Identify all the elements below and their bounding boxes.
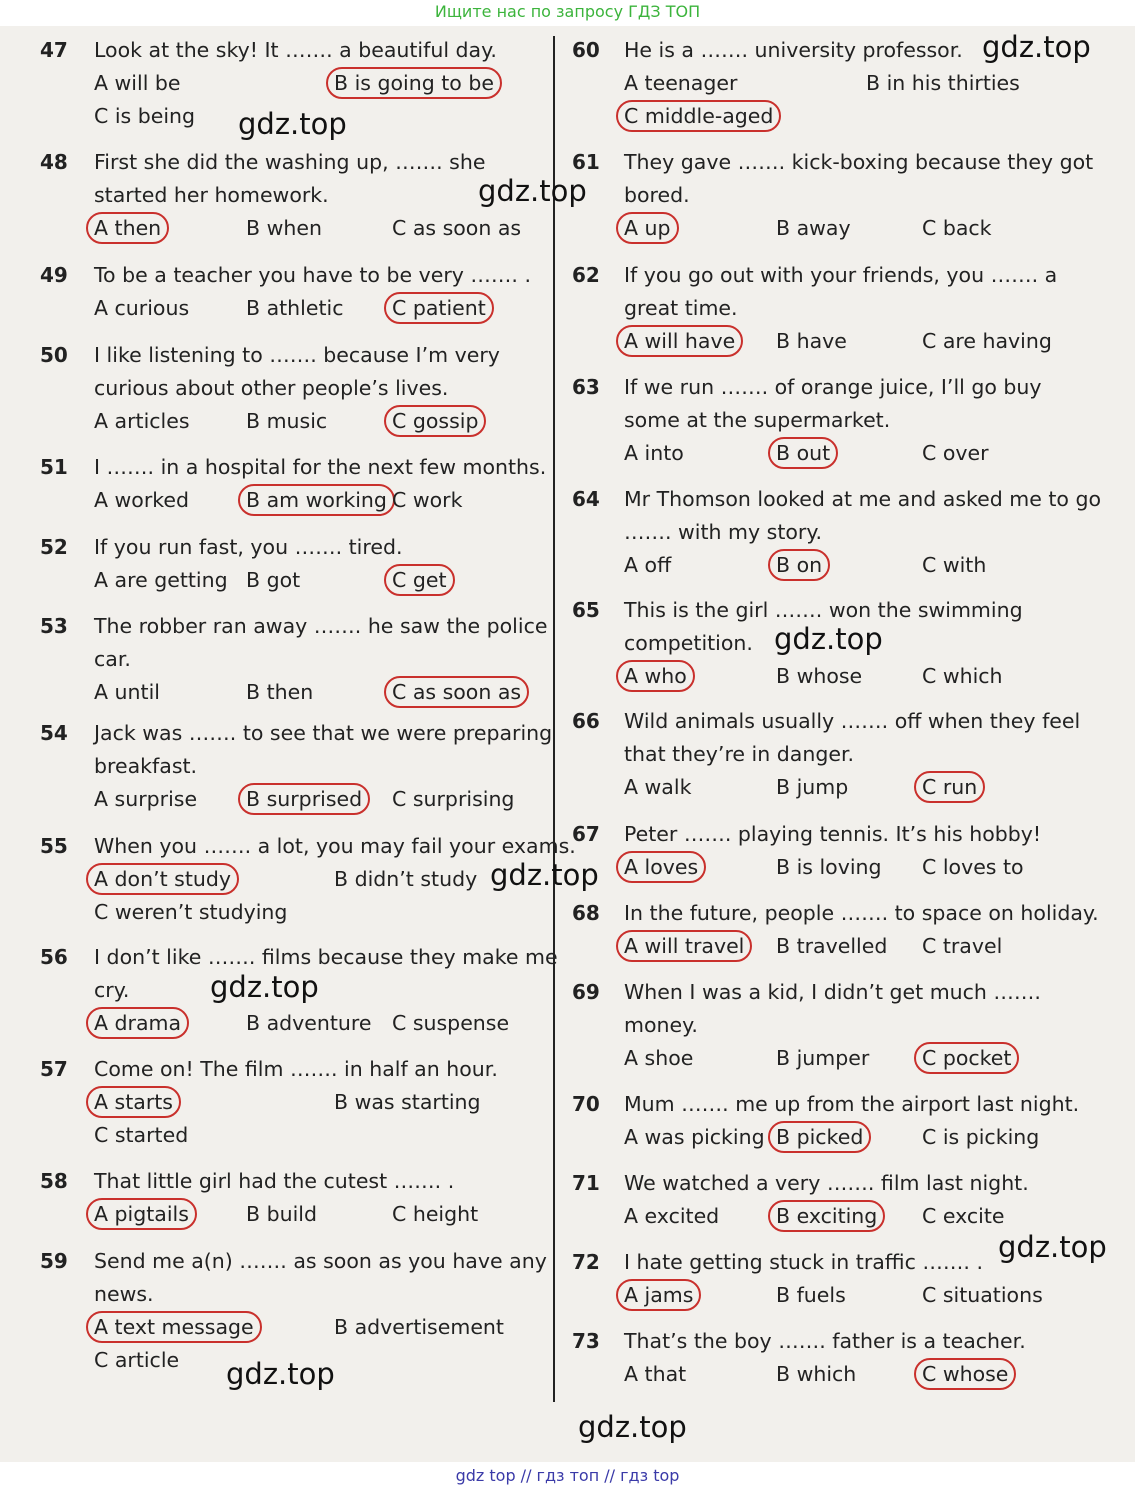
question-text-line: that they’re in danger. xyxy=(624,742,855,766)
answer-option-selected[interactable]: C whose xyxy=(922,1362,1009,1386)
question-number: 48 xyxy=(40,150,68,174)
answer-option-selected[interactable]: B am working xyxy=(246,488,387,512)
answer-option[interactable]: A articles xyxy=(94,409,190,433)
answer-option[interactable]: B is loving xyxy=(776,855,882,879)
question-text-line: This is the girl ……. won the swimming xyxy=(624,598,1023,622)
answer-option[interactable]: A off xyxy=(624,553,672,577)
answer-option[interactable]: C is picking xyxy=(922,1125,1040,1149)
question-text-line: He is a ……. university professor. xyxy=(624,38,963,62)
question-number: 57 xyxy=(40,1057,68,1081)
question-text-line: Look at the sky! It ……. a beautiful day. xyxy=(94,38,497,62)
watermark-text: gdz.top xyxy=(210,970,319,1004)
question-number: 73 xyxy=(572,1329,600,1353)
question-text-line: That’s the boy ……. father is a teacher. xyxy=(624,1329,1026,1353)
question-number: 56 xyxy=(40,945,68,969)
answer-option[interactable]: B athletic xyxy=(246,296,344,320)
answer-option[interactable]: B jumper xyxy=(776,1046,870,1070)
answer-option[interactable]: A are getting xyxy=(94,568,228,592)
question-number: 59 xyxy=(40,1249,68,1273)
answer-option[interactable]: B was starting xyxy=(334,1090,481,1114)
answer-option[interactable]: C situations xyxy=(922,1283,1043,1307)
answer-option-selected[interactable]: A text message xyxy=(94,1315,254,1339)
question-text-line: If you go out with your friends, you ……. a xyxy=(624,263,1058,287)
answer-option-selected[interactable]: C run xyxy=(922,775,978,799)
question-text-line: curious about other people’s lives. xyxy=(94,376,449,400)
answer-option[interactable]: B in his thirties xyxy=(866,71,1020,95)
question-number: 53 xyxy=(40,614,68,638)
question-number: 67 xyxy=(572,822,600,846)
answer-option[interactable]: A excited xyxy=(624,1204,720,1228)
question-text-line: We watched a very ……. film last night. xyxy=(624,1171,1029,1195)
question-number: 58 xyxy=(40,1169,68,1193)
watermark-text: gdz.top xyxy=(578,1410,687,1444)
answer-option-selected[interactable]: C patient xyxy=(392,296,486,320)
question-number: 61 xyxy=(572,150,600,174)
answer-option-selected[interactable]: A up xyxy=(624,216,671,240)
question-text-line: Send me a(n) ……. as soon as you have any xyxy=(94,1249,547,1273)
answer-option-selected[interactable]: A pigtails xyxy=(94,1202,189,1226)
question-text-line: great time. xyxy=(624,296,738,320)
answer-option-selected[interactable]: C middle-aged xyxy=(624,104,774,128)
answer-option[interactable]: B away xyxy=(776,216,851,240)
question-text-line: competition. xyxy=(624,631,753,655)
question-text-line: First she did the washing up, ……. she xyxy=(94,150,486,174)
question-text-line: Peter ……. playing tennis. It’s his hobby! xyxy=(624,822,1042,846)
answer-option-selected[interactable]: C as soon as xyxy=(392,680,522,704)
watermark-text: gdz.top xyxy=(478,174,587,208)
answer-option[interactable]: C article xyxy=(94,1348,180,1372)
answer-option[interactable]: B adventure xyxy=(246,1011,372,1035)
answer-option[interactable]: A will be xyxy=(94,71,181,95)
question-number: 54 xyxy=(40,721,68,745)
answer-option-selected[interactable]: B on xyxy=(776,553,823,577)
question-text-line: I ……. in a hospital for the next few months. xyxy=(94,455,547,479)
question-number: 64 xyxy=(572,487,600,511)
watermark-text: gdz.top xyxy=(982,30,1091,64)
question-text-line: When I was a kid, I didn’t get much ……. xyxy=(624,980,1041,1004)
answer-option-selected[interactable]: B is going to be xyxy=(334,71,494,95)
answer-option[interactable]: B when xyxy=(246,216,322,240)
answer-option[interactable]: C work xyxy=(392,488,463,512)
answer-option[interactable]: C started xyxy=(94,1123,189,1147)
answer-option-selected[interactable]: A will have xyxy=(624,329,736,353)
answer-option-selected[interactable]: A jams xyxy=(624,1283,694,1307)
question-number: 55 xyxy=(40,834,68,858)
answer-option[interactable]: A worked xyxy=(94,488,190,512)
question-text-line: If we run ……. of orange juice, I’ll go buy xyxy=(624,375,1042,399)
answer-option-selected[interactable]: C pocket xyxy=(922,1046,1012,1070)
question-number: 60 xyxy=(572,38,600,62)
question-text-line: When you ……. a lot, you may fail your exams. xyxy=(94,834,576,858)
answer-option[interactable]: C height xyxy=(392,1202,479,1226)
answer-option-selected[interactable]: B out xyxy=(776,441,831,465)
question-number: 68 xyxy=(572,901,600,925)
watermark-text: gdz.top xyxy=(490,858,599,892)
bottom-banner: gdz top // гдз топ // гдз top xyxy=(455,1466,680,1485)
question-text-line: ……. with my story. xyxy=(624,520,823,544)
question-text-line: Wild animals usually ……. off when they feel xyxy=(624,709,1081,733)
question-number: 72 xyxy=(572,1250,600,1274)
question-text-line: breakfast. xyxy=(94,754,198,778)
answer-option[interactable]: C surprising xyxy=(392,787,515,811)
answer-option-selected[interactable]: A don’t study xyxy=(94,867,232,891)
answer-option[interactable]: C loves to xyxy=(922,855,1024,879)
question-number: 51 xyxy=(40,455,68,479)
question-text-line: car. xyxy=(94,647,131,671)
answer-option[interactable]: B got xyxy=(246,568,301,592)
answer-option[interactable]: C with xyxy=(922,553,987,577)
question-text-line: Jack was ……. to see that we were preparing xyxy=(94,721,553,745)
question-number: 47 xyxy=(40,38,68,62)
answer-option[interactable]: A into xyxy=(624,441,684,465)
question-text-line: That little girl had the cutest ……. . xyxy=(94,1169,455,1193)
question-text-line: The robber ran away ……. he saw the police xyxy=(94,614,548,638)
top-banner: Ищите нас по запросу ГДЗ ТОП xyxy=(434,2,701,21)
answer-option[interactable]: A shoe xyxy=(624,1046,694,1070)
column-divider xyxy=(553,36,555,1402)
answer-option[interactable]: C travel xyxy=(922,934,1003,958)
answer-option[interactable]: A that xyxy=(624,1362,687,1386)
answer-option[interactable]: A surprise xyxy=(94,787,198,811)
answer-option[interactable]: A was picking xyxy=(624,1125,765,1149)
answer-option[interactable]: C which xyxy=(922,664,1003,688)
question-text-line: They gave ……. kick-boxing because they got xyxy=(624,150,1094,174)
question-number: 69 xyxy=(572,980,600,1004)
question-text-line: To be a teacher you have to be very ……. . xyxy=(94,263,531,287)
question-text-line: In the future, people ……. to space on holiday. xyxy=(624,901,1099,925)
question-text-line: Mum ……. me up from the airport last night. xyxy=(624,1092,1080,1116)
question-text-line: money. xyxy=(624,1013,698,1037)
answer-option[interactable]: B jump xyxy=(776,775,849,799)
question-text-line: bored. xyxy=(624,183,690,207)
watermark-text: gdz.top xyxy=(226,1357,335,1391)
question-text-line: cry. xyxy=(94,978,130,1002)
answer-option-selected[interactable]: B surprised xyxy=(246,787,363,811)
answer-option[interactable]: B then xyxy=(246,680,314,704)
answer-option[interactable]: B build xyxy=(246,1202,317,1226)
answer-option-selected[interactable]: A starts xyxy=(94,1090,173,1114)
answer-option[interactable]: A teenager xyxy=(624,71,738,95)
question-text-line: I hate getting stuck in traffic ……. . xyxy=(624,1250,983,1274)
question-text-line: started her homework. xyxy=(94,183,329,207)
answer-option[interactable]: C weren’t studying xyxy=(94,900,288,924)
answer-option[interactable]: C excite xyxy=(922,1204,1005,1228)
answer-option-selected[interactable]: A who xyxy=(624,664,687,688)
answer-option[interactable]: B which xyxy=(776,1362,857,1386)
question-number: 49 xyxy=(40,263,68,287)
answer-option[interactable]: A curious xyxy=(94,296,190,320)
answer-option-selected[interactable]: C get xyxy=(392,568,447,592)
question-text-line: some at the supermarket. xyxy=(624,408,891,432)
question-text-line: I like listening to ……. because I’m very xyxy=(94,343,500,367)
answer-option-selected[interactable]: C gossip xyxy=(392,409,479,433)
answer-option-selected[interactable]: A drama xyxy=(94,1011,182,1035)
answer-option[interactable]: C as soon as xyxy=(392,216,522,240)
answer-option[interactable]: A walk xyxy=(624,775,692,799)
answer-option[interactable]: B didn’t study xyxy=(334,867,478,891)
question-number: 71 xyxy=(572,1171,600,1195)
answer-option-selected[interactable]: A then xyxy=(94,216,162,240)
question-number: 65 xyxy=(572,598,600,622)
question-number: 63 xyxy=(572,375,600,399)
answer-option[interactable]: C back xyxy=(922,216,992,240)
answer-option[interactable]: C is being xyxy=(94,104,196,128)
answer-option[interactable]: C over xyxy=(922,441,989,465)
question-text-line: If you run fast, you ……. tired. xyxy=(94,535,403,559)
question-number: 52 xyxy=(40,535,68,559)
answer-option[interactable]: B music xyxy=(246,409,328,433)
question-number: 50 xyxy=(40,343,68,367)
question-text-line: Mr Thomson looked at me and asked me to go xyxy=(624,487,1102,511)
question-number: 70 xyxy=(572,1092,600,1116)
watermark-text: gdz.top xyxy=(998,1230,1107,1264)
question-number: 66 xyxy=(572,709,600,733)
question-text-line: I don’t like ……. films because they make me xyxy=(94,945,558,969)
answer-option[interactable]: B whose xyxy=(776,664,863,688)
answer-option-selected[interactable]: B picked xyxy=(776,1125,864,1149)
watermark-text: gdz.top xyxy=(238,107,347,141)
answer-option-selected[interactable]: A will travel xyxy=(624,934,745,958)
answer-option[interactable]: B have xyxy=(776,329,847,353)
answer-option[interactable]: B advertisement xyxy=(334,1315,504,1339)
answer-option[interactable]: B fuels xyxy=(776,1283,846,1307)
answer-option[interactable]: B travelled xyxy=(776,934,888,958)
answer-option[interactable]: C are having xyxy=(922,329,1052,353)
question-number: 62 xyxy=(572,263,600,287)
answer-option[interactable]: A until xyxy=(94,680,160,704)
question-text-line: news. xyxy=(94,1282,154,1306)
answer-option[interactable]: C suspense xyxy=(392,1011,510,1035)
answer-option-selected[interactable]: A loves xyxy=(624,855,699,879)
question-text-line: Come on! The film ……. in half an hour. xyxy=(94,1057,498,1081)
watermark-text: gdz.top xyxy=(774,622,883,656)
answer-option-selected[interactable]: B exciting xyxy=(776,1204,878,1228)
